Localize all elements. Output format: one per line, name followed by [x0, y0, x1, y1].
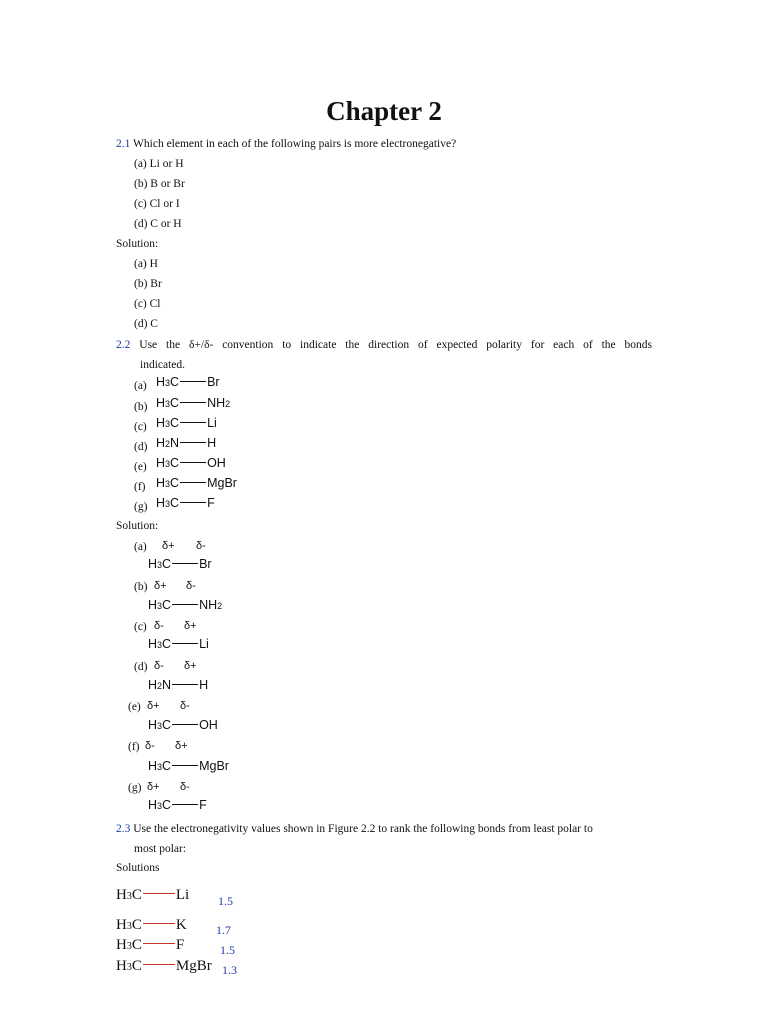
bond-line: [180, 442, 206, 443]
partial-charge-right: δ-: [186, 580, 196, 592]
question-number: 2.1: [116, 138, 131, 150]
question-2-3: [116, 822, 593, 836]
solution-label: (e): [128, 701, 141, 713]
polarity-bond-formula: H 3 C F: [116, 937, 185, 953]
partial-charge-right: δ+: [184, 660, 197, 672]
electronegativity-difference: 1.3: [222, 963, 237, 977]
bond-line: [143, 943, 175, 944]
bond-line: [172, 604, 198, 605]
right-atom: NH: [207, 396, 226, 410]
right-atom: MgBr: [175, 958, 212, 974]
partial-charge-left: δ+: [162, 540, 175, 552]
partial-charge-left: δ+: [147, 700, 160, 712]
left-atom: H: [116, 917, 127, 933]
bond-line: [180, 422, 206, 423]
solution-label: (g): [128, 782, 142, 794]
left-atom: H: [156, 456, 166, 470]
solution-label: (a): [134, 541, 147, 553]
bond-line: [180, 402, 206, 403]
left-atom: H: [148, 718, 158, 732]
bond-line: [180, 482, 206, 483]
left-atom-rest: C: [131, 917, 142, 933]
right-atom: OH: [207, 456, 226, 470]
left-atom: H: [148, 598, 158, 612]
bond-label: (b): [134, 401, 148, 413]
q1-item-a: (a) Li or H: [134, 158, 184, 170]
q1-solution-a: (a) H: [134, 258, 158, 270]
question-text-line1: Use the δ+/δ- convention to indicate the direction of expected polarity for each of the bonds: [139, 339, 652, 351]
left-atom-rest: C: [162, 637, 172, 651]
right-atom: Br: [199, 557, 212, 571]
q3-solution-label: Solutions: [116, 862, 160, 874]
left-atom-rest: C: [170, 396, 180, 410]
electronegativity-difference: 1.7: [216, 923, 231, 937]
bond-label: (f): [134, 481, 146, 493]
solution-label: (d): [134, 661, 148, 673]
partial-charge-left: δ+: [154, 580, 167, 592]
solution-bond-formula: H 2 N H: [148, 678, 209, 692]
partial-charge-left: δ+: [147, 781, 160, 793]
bond-line: [172, 765, 198, 766]
bond-line: [172, 563, 198, 564]
bond-line: [172, 804, 198, 805]
bond-line: [143, 893, 175, 894]
left-atom: H: [156, 496, 166, 510]
left-atom-rest: C: [162, 759, 172, 773]
right-atom: Li: [207, 416, 217, 430]
bond-formula: H 3 C F: [156, 496, 215, 510]
left-atom: H: [116, 937, 127, 953]
bond-formula: H 3 C MgBr: [156, 476, 237, 490]
partial-charge-left: δ-: [154, 660, 164, 672]
polarity-bond-formula: H 3 C K: [116, 917, 187, 933]
bond-formula: H 3 C Br: [156, 375, 220, 389]
left-atom-rest: C: [131, 937, 142, 953]
solution-label: (c): [134, 621, 147, 633]
polarity-bond-formula: H 3 C MgBr: [116, 958, 212, 974]
left-atom-rest: C: [131, 887, 142, 903]
right-atom: OH: [199, 718, 218, 732]
question-number: 2.3: [116, 823, 131, 835]
question-number: 2.2: [116, 339, 131, 351]
question-text: Which element in each of the following pairs is more electronegative?: [133, 138, 457, 150]
right-atom: NH: [199, 598, 218, 612]
partial-charge-right: δ-: [180, 781, 190, 793]
left-atom-rest: C: [170, 416, 180, 430]
solution-bond-formula: H 3 C MgBr: [148, 759, 229, 773]
solution-bond-formula: H 3 C NH 2: [148, 598, 223, 612]
chapter-title: Chapter 2: [326, 96, 442, 126]
question-text-line2: most polar:: [134, 843, 187, 855]
left-atom-rest: C: [170, 375, 180, 389]
left-atom: H: [156, 416, 166, 430]
right-atom: MgBr: [207, 476, 237, 490]
right-atom: Li: [175, 887, 190, 903]
question-2-2: [116, 338, 652, 352]
question-text-line2: indicated.: [140, 359, 186, 371]
bond-line: [180, 502, 206, 503]
q1-item-d: (d) C or H: [134, 218, 182, 230]
bond-formula: H 3 C NH 2: [156, 396, 231, 410]
solution-label: (b): [134, 581, 148, 593]
q1-solution-d: (d) C: [134, 318, 158, 330]
bond-line: [172, 724, 198, 725]
bond-line: [180, 462, 206, 463]
solution-bond-formula: H 3 C F: [148, 798, 207, 812]
right-atom: Li: [199, 637, 209, 651]
left-atom: H: [148, 678, 158, 692]
bond-label: (a): [134, 380, 147, 392]
left-atom-rest: C: [131, 958, 142, 974]
right-atom: K: [175, 917, 187, 933]
left-atom: H: [156, 476, 166, 490]
bond-label: (d): [134, 441, 148, 453]
left-atom-rest: C: [170, 476, 180, 490]
left-atom-rest: N: [162, 678, 172, 692]
bond-line: [143, 964, 175, 965]
left-atom: H: [156, 396, 166, 410]
left-atom: H: [148, 637, 158, 651]
right-atom: F: [207, 496, 215, 510]
bond-formula: H 3 C OH: [156, 456, 226, 470]
right-atom: H: [199, 678, 209, 692]
bond-formula: H 3 C Li: [156, 416, 217, 430]
solution-bond-formula: H 3 C Br: [148, 557, 212, 571]
left-atom: H: [148, 759, 158, 773]
q1-solution-label: Solution:: [116, 238, 159, 250]
question-text-line1: Use the electronegativity values shown in Figure 2.2 to rank the following bonds from least polar to: [133, 823, 593, 835]
left-atom: H: [156, 436, 166, 450]
bond-line: [143, 923, 175, 924]
left-atom-rest: C: [170, 456, 180, 470]
bond-label: (e): [134, 461, 147, 473]
left-atom-rest: C: [170, 496, 180, 510]
partial-charge-right: δ-: [180, 700, 190, 712]
partial-charge-right: δ-: [196, 540, 206, 552]
solution-label: (f): [128, 741, 140, 753]
partial-charge-right: δ+: [184, 620, 197, 632]
left-atom: H: [148, 798, 158, 812]
solution-bond-formula: H 3 C Li: [148, 637, 209, 651]
partial-charge-right: δ+: [175, 740, 188, 752]
partial-charge-left: δ-: [154, 620, 164, 632]
polarity-bond-formula: H 3 C Li: [116, 887, 190, 903]
q1-solution-b: (b) Br: [134, 278, 162, 290]
right-atom: F: [175, 937, 185, 953]
left-atom-rest: C: [162, 718, 172, 732]
bond-formula: H 2 N H: [156, 436, 217, 450]
left-atom-rest: C: [162, 798, 172, 812]
electronegativity-difference: 1.5: [218, 894, 233, 908]
left-atom-rest: C: [162, 598, 172, 612]
right-atom: Br: [207, 375, 220, 389]
left-atom: H: [116, 958, 127, 974]
bond-label: (g): [134, 501, 148, 513]
left-atom: H: [156, 375, 166, 389]
partial-charge-left: δ-: [145, 740, 155, 752]
electronegativity-difference: 1.5: [220, 943, 235, 957]
question-2-1: [116, 137, 456, 151]
solution-bond-formula: H 3 C OH: [148, 718, 218, 732]
q1-item-b: (b) B or Br: [134, 178, 185, 190]
q1-item-c: (c) Cl or I: [134, 198, 180, 210]
bond-label: (c): [134, 421, 147, 433]
left-atom: H: [116, 887, 127, 903]
right-atom: MgBr: [199, 759, 229, 773]
bond-line: [172, 684, 198, 685]
q1-solution-c: (c) Cl: [134, 298, 161, 310]
left-atom-rest: N: [170, 436, 180, 450]
q2-solution-label: Solution:: [116, 520, 159, 532]
right-atom: F: [199, 798, 207, 812]
left-atom: H: [148, 557, 158, 571]
bond-line: [172, 643, 198, 644]
right-atom: H: [207, 436, 217, 450]
left-atom-rest: C: [162, 557, 172, 571]
bond-line: [180, 381, 206, 382]
